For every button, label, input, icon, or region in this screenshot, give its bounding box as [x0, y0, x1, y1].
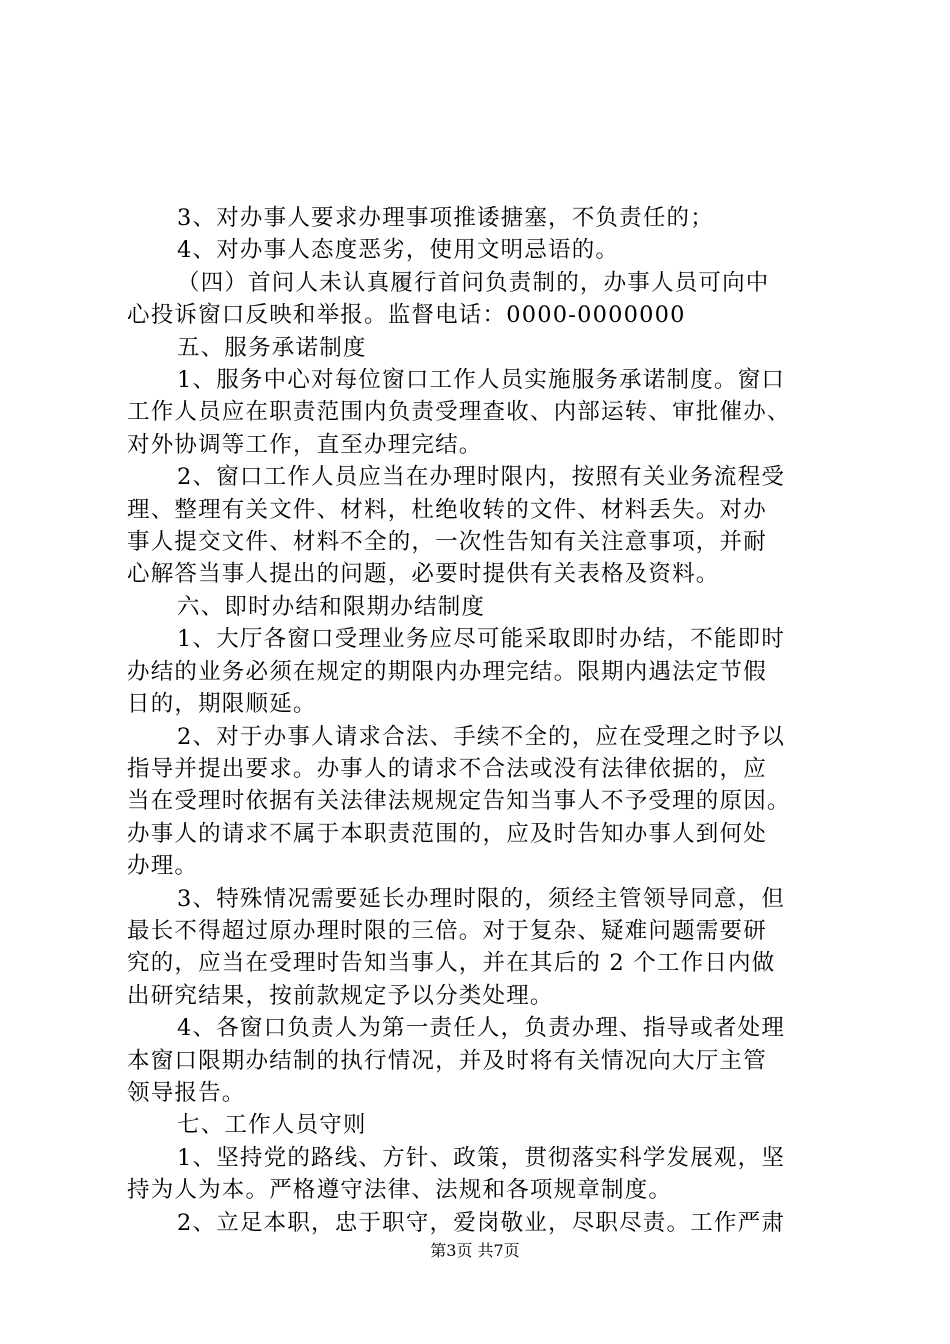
paragraph-continuation-line: 日的，期限顺延。: [127, 691, 317, 718]
paragraph-line: 2、立足本职，忠于职守，爱岗敬业，尽职尽责。工作严肃: [177, 1209, 786, 1236]
paragraph-line: 六、即时办结和限期办结制度: [177, 593, 486, 620]
paragraph-continuation-line: 事人提交文件、材料不全的，一次性告知有关注意事项，并耐: [127, 529, 767, 556]
paragraph-continuation-line: 办理。: [127, 853, 199, 880]
paragraph-continuation-line: 办事人的请求不属于本职责范围的，应及时告知办事人到何处: [127, 820, 767, 847]
paragraph-line: 4、对办事人态度恶劣，使用文明忌语的。: [177, 237, 620, 264]
paragraph-continuation-line: 本窗口限期办结制的执行情况，并及时将有关情况向大厅主管: [127, 1047, 767, 1074]
paragraph-continuation-line: 理、整理有关文件、材料，杜绝收转的文件、材料丢失。对办: [127, 496, 767, 523]
paragraph-continuation-line: 办结的业务必须在规定的期限内办理完结。限期内遇法定节假: [127, 658, 767, 685]
paragraph-continuation-line: 最长不得超过原办理时限的三倍。对于复杂、疑难问题需要研: [127, 917, 767, 944]
paragraph-continuation-line: 对外协调等工作，直至办理完结。: [127, 431, 483, 458]
paragraph-continuation-line: 出研究结果，按前款规定予以分类处理。: [127, 982, 554, 1009]
paragraph-continuation-line: 指导并提出要求。办事人的请求不合法或没有法律依据的，应: [127, 755, 767, 782]
paragraph-line: 五、服务承诺制度: [177, 334, 367, 361]
paragraph-continuation-line: 心解答当事人提出的问题，必要时提供有关表格及资料。: [127, 561, 720, 588]
paragraph-line: 4、各窗口负责人为第一责任人，负责办理、指导或者处理: [177, 1015, 786, 1042]
paragraph-continuation-line: 领导报告。: [127, 1079, 246, 1106]
paragraph-line: （四）首问人未认真履行首问负责制的，办事人员可向中: [177, 269, 770, 296]
page-footer: 第3页 共7页: [430, 1241, 520, 1260]
paragraph-line: 3、特殊情况需要延长办理时限的，须经主管领导同意，但: [177, 885, 786, 912]
paragraph-line: 七、工作人员守则: [177, 1112, 367, 1139]
paragraph-continuation-line: 工作人员应在职责范围内负责受理查收、内部运转、审批催办、: [127, 399, 791, 426]
paragraph-continuation-line: 究的，应当在受理时告知当事人，并在其后的 2 个工作日内做: [127, 950, 776, 977]
document-body: [127, 202, 837, 1239]
paragraph-line: 2、对于办事人请求合法、手续不全的，应在受理之时予以: [177, 723, 786, 750]
paragraph-line: 1、服务中心对每位窗口工作人员实施服务承诺制度。窗口: [177, 367, 786, 394]
paragraph-continuation-line: 心投诉窗口反映和举报。监督电话：0000-0000000: [127, 302, 686, 329]
paragraph-line: 1、大厅各窗口受理业务应尽可能采取即时办结，不能即时: [177, 626, 786, 653]
paragraph-line: 3、对办事人要求办理事项推诿搪塞，不负责任的；: [177, 205, 714, 231]
paragraph-continuation-line: 持为人为本。严格遵守法律、法规和各项规章制度。: [127, 1177, 673, 1204]
paragraph-continuation-line: 当在受理时依据有关法律法规规定告知当事人不予受理的原因。: [127, 788, 791, 815]
paragraph-line: 1、坚持党的路线、方针、政策，贯彻落实科学发展观，坚: [177, 1144, 786, 1171]
paragraph-line: 2、窗口工作人员应当在办理时限内，按照有关业务流程受: [177, 464, 786, 491]
